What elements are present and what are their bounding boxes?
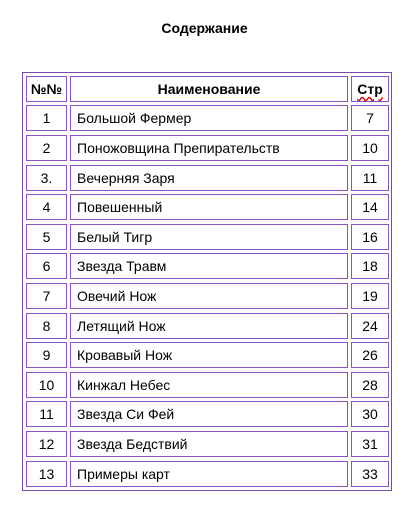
row-page: 31 (351, 431, 389, 457)
table-row (23, 401, 391, 427)
row-number: 7 (26, 283, 67, 309)
table-row (23, 461, 391, 487)
row-name: Примеры карт (70, 461, 348, 487)
row-page: 18 (351, 253, 389, 279)
header-number: №№ (26, 76, 67, 102)
row-number: 12 (26, 431, 67, 457)
row-page: 11 (351, 165, 389, 191)
row-name: Звезда Си Фей (70, 401, 348, 427)
header-page (351, 76, 389, 102)
row-number: 9 (26, 342, 67, 368)
row-number: 3. (26, 165, 67, 191)
row-page: 26 (351, 342, 389, 368)
row-name: Повешенный (70, 194, 348, 220)
row-name: Летящий Нож (70, 313, 348, 339)
row-name: Белый Тигр (70, 224, 348, 250)
row-page: 24 (351, 313, 389, 339)
table-header-row (23, 76, 391, 102)
header-page-label: Стр (357, 81, 383, 97)
row-number: 8 (26, 313, 67, 339)
page-title: Содержание (161, 20, 248, 36)
row-page: 28 (351, 372, 389, 398)
row-name: Кровавый Нож (70, 342, 348, 368)
row-number: 11 (26, 401, 67, 427)
row-name: Поножовщина Препирательств (70, 135, 348, 161)
row-number: 13 (26, 461, 67, 487)
row-page: 33 (351, 461, 389, 487)
row-page: 30 (351, 401, 389, 427)
row-page: 19 (351, 283, 389, 309)
row-name: Овечий Нож (70, 283, 348, 309)
table-row (23, 194, 391, 220)
row-number: 6 (26, 253, 67, 279)
row-page: 14 (351, 194, 389, 220)
header-name: Наименование (70, 76, 348, 102)
row-number: 10 (26, 372, 67, 398)
row-name: Звезда Травм (70, 253, 348, 279)
row-name: Большой Фермер (70, 105, 348, 131)
row-page: 16 (351, 224, 389, 250)
row-number: 2 (26, 135, 67, 161)
table-row (23, 283, 391, 309)
row-name: Вечерняя Заря (70, 165, 348, 191)
table-row (23, 431, 391, 457)
table-row (23, 342, 391, 368)
table-row (23, 105, 391, 131)
row-number: 4 (26, 194, 67, 220)
row-number: 1 (26, 105, 67, 131)
row-page: 10 (351, 135, 389, 161)
table-row (23, 253, 391, 279)
table-row (23, 224, 391, 250)
table-row (23, 313, 391, 339)
table-row (23, 165, 391, 191)
row-name: Кинжал Небес (70, 372, 348, 398)
table-of-contents (22, 72, 392, 491)
table-row (23, 135, 391, 161)
table-row (23, 372, 391, 398)
row-name: Звезда Бедствий (70, 431, 348, 457)
row-number: 5 (26, 224, 67, 250)
row-page: 7 (351, 105, 389, 131)
